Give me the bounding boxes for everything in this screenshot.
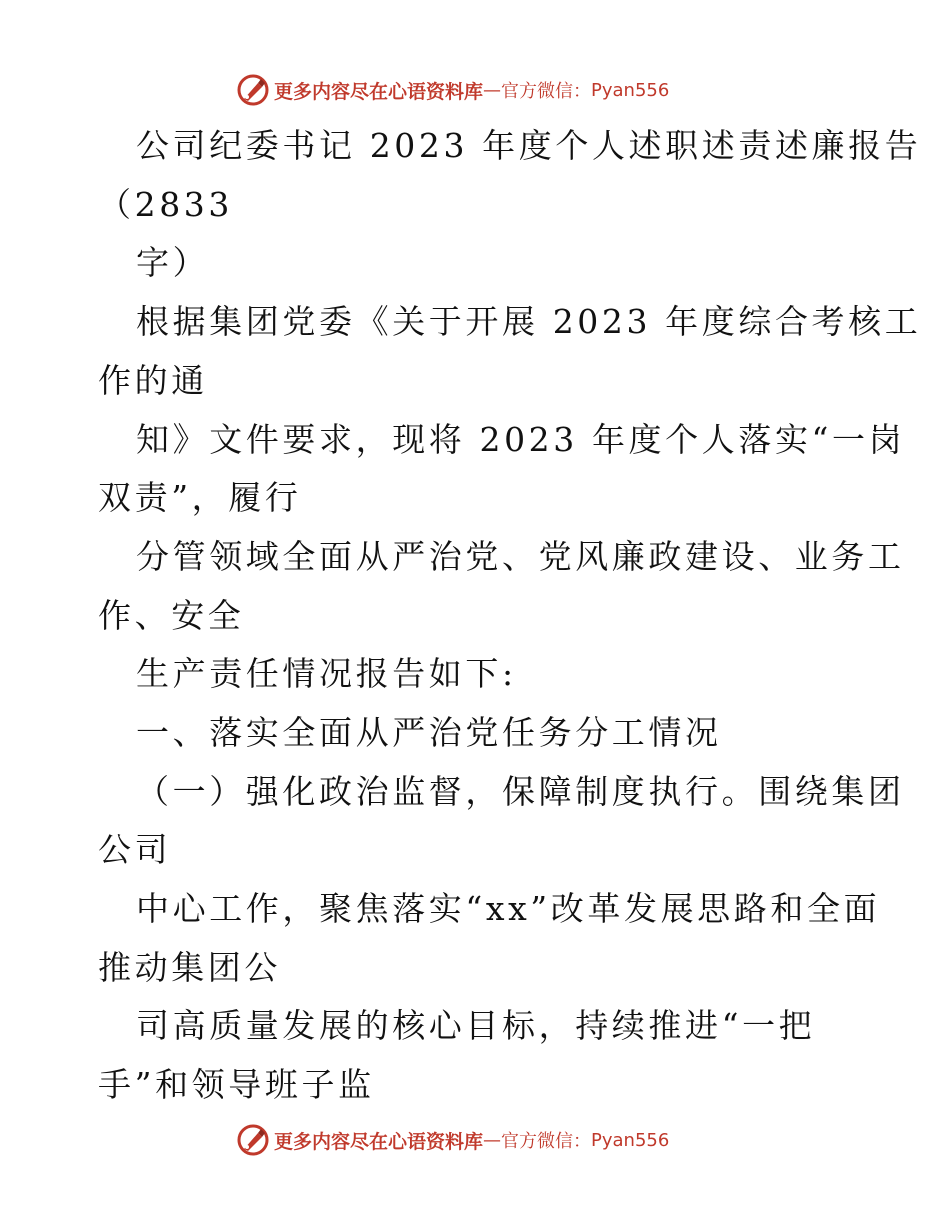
pen-logo-icon — [236, 1123, 270, 1157]
paragraph-line: 根据集团党委《关于开展 2023 年度综合考核工 — [136, 302, 922, 341]
pen-logo-icon — [236, 73, 270, 107]
paragraph-line: 公司 — [98, 830, 172, 869]
watermark-wechat-id: Pyan556 — [591, 1129, 670, 1151]
paragraph-line: 生产责任情况报告如下: — [136, 654, 517, 693]
paragraph-line: 手”和领导班子监 — [98, 1065, 375, 1104]
title-line-cont: （2833 — [98, 185, 233, 224]
paragraph-line: 推动集团公 — [98, 948, 281, 987]
paragraph-line: 作、安全 — [98, 596, 245, 635]
watermark-banner-bottom — [236, 1122, 669, 1158]
paragraph-line: 司高质量发展的核心目标，持续推进“一把 — [136, 1006, 816, 1045]
watermark-dash: — — [483, 1129, 502, 1151]
paragraph-line: 中心工作，聚焦落实“xx”改革发展思路和全面 — [136, 889, 881, 928]
title-line-end: 字） — [136, 243, 210, 282]
section-heading: 一、落实全面从严治党任务分工情况 — [136, 713, 722, 752]
watermark-site-text: 更多内容尽在心语资料库 — [274, 80, 484, 103]
subsection-heading: （一）强化政治监督，保障制度执行。围绕集团 — [136, 772, 905, 811]
title-line: 公司纪委书记 2023 年度个人述职述责述廉报告 — [136, 126, 922, 165]
paragraph-line: 知》文件要求，现将 2023 年度个人落实“一岗 — [136, 420, 906, 459]
watermark-site-text: 更多内容尽在心语资料库 — [274, 1130, 484, 1153]
watermark-wechat-label: 官方微信： — [501, 81, 592, 102]
paragraph-line: 分管领域全面从严治党、党风廉政建设、业务工 — [136, 537, 905, 576]
paragraph-line: 作的通 — [98, 361, 208, 400]
watermark-wechat-id: Pyan556 — [591, 79, 670, 101]
watermark-banner-top — [236, 72, 669, 108]
paragraph-line: 双责”，履行 — [98, 478, 302, 517]
watermark-dash: — — [483, 79, 502, 101]
watermark-wechat-label: 官方微信： — [501, 1131, 592, 1152]
